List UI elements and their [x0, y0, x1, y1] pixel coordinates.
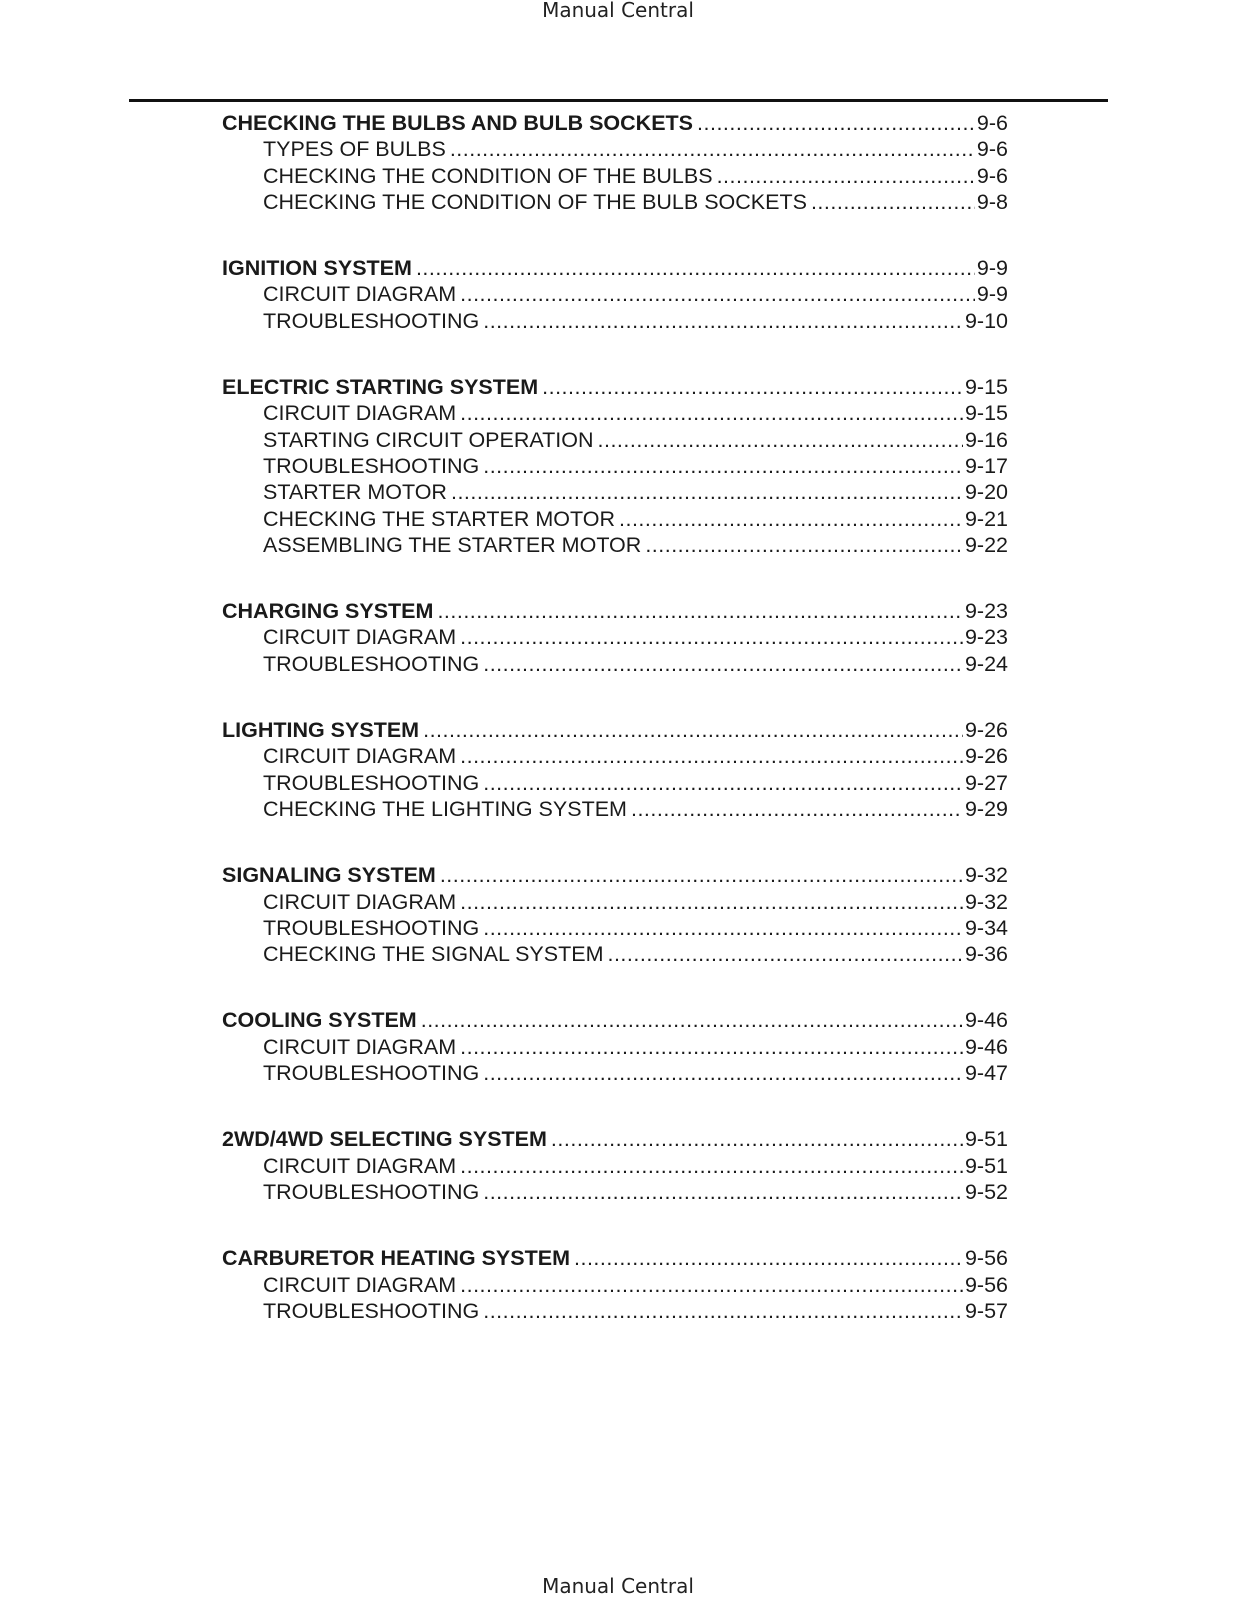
- toc-subentry[interactable]: [222, 941, 1008, 967]
- dot-leader: [460, 743, 963, 769]
- toc-entry-title: TROUBLESHOOTING: [263, 453, 480, 478]
- dot-leader: [483, 308, 963, 334]
- header-rule: [129, 99, 1108, 102]
- toc-entry-title: TROUBLESHOOTING: [263, 770, 480, 795]
- dot-leader: [460, 400, 963, 426]
- dot-leader: [645, 532, 963, 558]
- toc-entry-title: TROUBLESHOOTING: [263, 308, 480, 333]
- toc-subentry[interactable]: [222, 427, 1008, 453]
- dot-leader: [483, 1298, 963, 1324]
- dot-leader: [437, 598, 963, 624]
- toc-subentry[interactable]: [222, 1272, 1008, 1298]
- toc-section: [222, 717, 1008, 822]
- dot-leader: [483, 1179, 963, 1205]
- toc-entry-page: 9-20: [964, 480, 1008, 505]
- toc-subentry[interactable]: [222, 163, 1008, 189]
- toc-entry-title: CHECKING THE CONDITION OF THE BULB SOCKETS: [263, 189, 807, 214]
- toc-entry-page: 9-51: [964, 1127, 1008, 1152]
- toc-entry-page: 9-10: [964, 308, 1008, 333]
- toc-section: [222, 862, 1008, 967]
- toc-subentry[interactable]: [222, 624, 1008, 650]
- toc-section-heading[interactable]: [222, 1245, 1008, 1271]
- toc-subentry[interactable]: [222, 796, 1008, 822]
- toc-subentry[interactable]: [222, 281, 1008, 307]
- dot-leader: [574, 1245, 963, 1271]
- toc-entry-page: 9-23: [964, 599, 1008, 624]
- dot-leader: [460, 1272, 963, 1298]
- toc-entry-page: 9-16: [964, 427, 1008, 452]
- dot-leader: [423, 717, 963, 743]
- toc-entry-page: 9-6: [976, 163, 1008, 188]
- toc-subentry[interactable]: [222, 400, 1008, 426]
- toc-entry-title: SIGNALING SYSTEM: [222, 863, 436, 888]
- table-of-contents: [222, 110, 1008, 1364]
- toc-entry-page: 9-22: [964, 532, 1008, 557]
- toc-entry-page: 9-8: [976, 189, 1008, 214]
- toc-entry-page: 9-46: [964, 1034, 1008, 1059]
- toc-subentry[interactable]: [222, 1060, 1008, 1086]
- toc-subentry[interactable]: [222, 308, 1008, 334]
- page-header: Manual Central: [542, 0, 694, 22]
- dot-leader: [483, 1060, 963, 1086]
- toc-entry-title: TROUBLESHOOTING: [263, 915, 480, 940]
- dot-leader: [460, 624, 963, 650]
- toc-entry-title: CHECKING THE CONDITION OF THE BULBS: [263, 163, 713, 188]
- toc-entry-page: 9-56: [964, 1246, 1008, 1271]
- toc-entry-title: 2WD/4WD SELECTING SYSTEM: [222, 1127, 547, 1152]
- toc-entry-title: CARBURETOR HEATING SYSTEM: [222, 1246, 570, 1271]
- dot-leader: [542, 374, 963, 400]
- toc-entry-title: CHECKING THE BULBS AND BULB SOCKETS: [222, 111, 694, 135]
- toc-section: [222, 598, 1008, 677]
- toc-subentry[interactable]: [222, 1298, 1008, 1324]
- dot-leader: [717, 163, 975, 189]
- toc-entry-title: CHECKING THE STARTER MOTOR: [263, 506, 615, 531]
- toc-section-heading[interactable]: [222, 1126, 1008, 1152]
- toc-entry-title: LIGHTING SYSTEM: [222, 718, 420, 743]
- toc-section-heading[interactable]: [222, 717, 1008, 743]
- toc-entry-page: 9-32: [964, 889, 1008, 914]
- dot-leader: [811, 189, 975, 215]
- toc-entry-title: CIRCUIT DIAGRAM: [263, 889, 457, 914]
- toc-entry-title: CHECKING THE LIGHTING SYSTEM: [263, 796, 627, 821]
- toc-subentry[interactable]: [222, 136, 1008, 162]
- toc-section: [222, 255, 1008, 334]
- toc-section-heading[interactable]: [222, 255, 1008, 281]
- toc-entry-page: 9-32: [964, 863, 1008, 888]
- toc-subentry[interactable]: [222, 651, 1008, 677]
- toc-section-heading[interactable]: [222, 374, 1008, 400]
- toc-section: [222, 1007, 1008, 1086]
- toc-entry-page: 9-15: [964, 401, 1008, 426]
- dot-leader: [440, 862, 963, 888]
- toc-entry-title: COOLING SYSTEM: [222, 1008, 417, 1033]
- toc-entry-title: CHARGING SYSTEM: [222, 599, 434, 624]
- toc-subentry[interactable]: [222, 889, 1008, 915]
- toc-entry-title: CIRCUIT DIAGRAM: [263, 744, 457, 769]
- toc-entry-title: CIRCUIT DIAGRAM: [263, 401, 457, 426]
- dot-leader: [619, 506, 963, 532]
- toc-section: [222, 1245, 1008, 1324]
- dot-leader: [483, 915, 963, 941]
- toc-entry-page: 9-26: [964, 718, 1008, 743]
- toc-subentry[interactable]: [222, 1153, 1008, 1179]
- toc-entry-page: 9-29: [964, 796, 1008, 821]
- toc-entry-page: 9-27: [964, 770, 1008, 795]
- toc-section: [222, 110, 1008, 215]
- dot-leader: [483, 453, 963, 479]
- dot-leader: [460, 281, 975, 307]
- toc-section-heading[interactable]: [222, 598, 1008, 624]
- toc-entry-title: TROUBLESHOOTING: [263, 651, 480, 676]
- dot-leader: [460, 1034, 963, 1060]
- toc-entry-page: 9-57: [964, 1298, 1008, 1323]
- toc-entry-page: 9-51: [964, 1153, 1008, 1178]
- toc-entry-page: 9-6: [976, 137, 1008, 162]
- toc-entry-page: 9-34: [964, 915, 1008, 940]
- dot-leader: [483, 651, 963, 677]
- toc-subentry[interactable]: [222, 770, 1008, 796]
- toc-entry-title: CIRCUIT DIAGRAM: [263, 625, 457, 650]
- toc-section-heading[interactable]: [222, 110, 1008, 136]
- dot-leader: [551, 1126, 963, 1152]
- toc-entry-page: 9-36: [964, 942, 1008, 967]
- toc-subentry[interactable]: [222, 453, 1008, 479]
- toc-section-heading[interactable]: [222, 862, 1008, 888]
- toc-entry-title: CHECKING THE SIGNAL SYSTEM: [263, 942, 604, 967]
- toc-entry-title: CIRCUIT DIAGRAM: [263, 1153, 457, 1178]
- toc-section: [222, 374, 1008, 558]
- toc-entry-page: 9-56: [964, 1272, 1008, 1297]
- toc-entry-page: 9-23: [964, 625, 1008, 650]
- toc-entry-page: 9-26: [964, 744, 1008, 769]
- dot-leader: [451, 479, 963, 505]
- toc-entry-page: 9-9: [976, 282, 1008, 307]
- dot-leader: [483, 770, 963, 796]
- toc-entry-title: TYPES OF BULBS: [263, 137, 446, 162]
- dot-leader: [631, 796, 963, 822]
- toc-subentry[interactable]: [222, 189, 1008, 215]
- page-footer: Manual Central: [542, 1574, 694, 1598]
- toc-entry-page: 9-15: [964, 375, 1008, 400]
- dot-leader: [697, 110, 975, 136]
- toc-subentry[interactable]: [222, 915, 1008, 941]
- toc-entry-title: TROUBLESHOOTING: [263, 1061, 480, 1086]
- dot-leader: [450, 136, 975, 162]
- toc-entry-title: ELECTRIC STARTING SYSTEM: [222, 375, 539, 400]
- dot-leader: [460, 889, 963, 915]
- toc-entry-page: 9-52: [964, 1179, 1008, 1204]
- toc-entry-page: 9-17: [964, 453, 1008, 478]
- toc-entry-title: CIRCUIT DIAGRAM: [263, 282, 457, 307]
- toc-entry-title: TROUBLESHOOTING: [263, 1179, 480, 1204]
- dot-leader: [607, 941, 962, 967]
- toc-section-heading[interactable]: [222, 1007, 1008, 1033]
- toc-entry-title: STARTER MOTOR: [263, 480, 447, 505]
- dot-leader: [460, 1153, 963, 1179]
- toc-subentry[interactable]: [222, 743, 1008, 769]
- toc-entry-page: 9-9: [976, 256, 1008, 281]
- toc-subentry[interactable]: [222, 1034, 1008, 1060]
- dot-leader: [421, 1007, 963, 1033]
- dot-leader: [416, 255, 975, 281]
- toc-entry-title: TROUBLESHOOTING: [263, 1298, 480, 1323]
- toc-entry-title: IGNITION SYSTEM: [222, 256, 412, 281]
- toc-section: [222, 1126, 1008, 1205]
- toc-entry-page: 9-6: [976, 111, 1008, 135]
- toc-entry-page: 9-21: [964, 506, 1008, 531]
- toc-entry-title: ASSEMBLING THE STARTER MOTOR: [263, 532, 642, 557]
- toc-entry-title: STARTING CIRCUIT OPERATION: [263, 427, 594, 452]
- toc-subentry[interactable]: [222, 479, 1008, 505]
- toc-subentry[interactable]: [222, 506, 1008, 532]
- toc-entry-title: CIRCUIT DIAGRAM: [263, 1272, 457, 1297]
- toc-subentry[interactable]: [222, 532, 1008, 558]
- toc-entry-page: 9-46: [964, 1008, 1008, 1033]
- toc-entry-title: CIRCUIT DIAGRAM: [263, 1034, 457, 1059]
- dot-leader: [598, 427, 963, 453]
- toc-entry-page: 9-24: [964, 651, 1008, 676]
- toc-subentry[interactable]: [222, 1179, 1008, 1205]
- toc-entry-page: 9-47: [964, 1061, 1008, 1086]
